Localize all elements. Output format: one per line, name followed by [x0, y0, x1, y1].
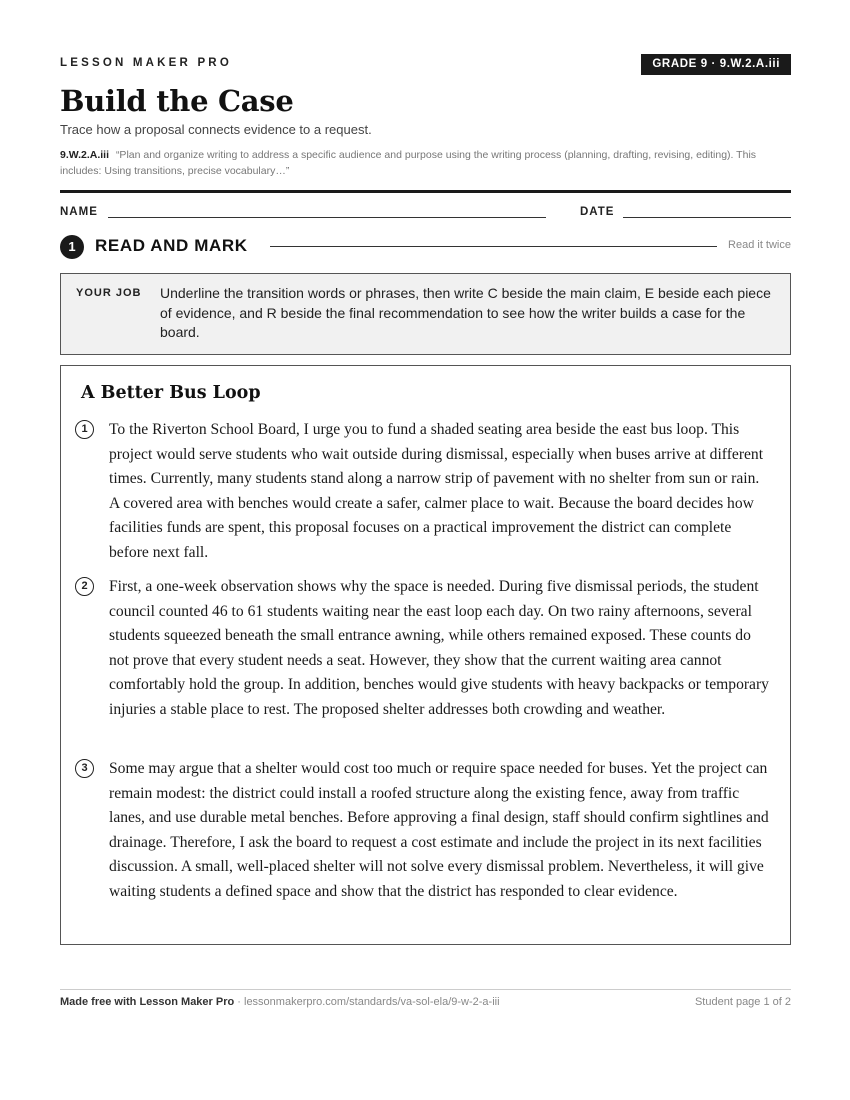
footer-divider — [60, 989, 791, 990]
standard-description — [60, 147, 780, 179]
grade-standard-badge: GRADE 9 · 9.W.2.A.iii — [641, 54, 791, 75]
page-title: Build the Case — [60, 84, 294, 118]
reading-passage — [60, 365, 791, 945]
paragraph-number-1: 1 — [75, 420, 94, 439]
section-header — [60, 234, 791, 258]
paragraph-number-2: 2 — [75, 577, 94, 596]
student-info-fields — [60, 205, 791, 221]
name-label: NAME — [60, 206, 98, 218]
instructions-text: Underline the transition words or phrases, then write C beside the main claim, E beside each piece of evidence, and R beside the final recommendation to see how the writer builds a case for the board. — [160, 285, 771, 340]
page-footer — [60, 996, 791, 1008]
section-note: Read it twice — [728, 239, 791, 251]
paragraph-number-3: 3 — [75, 759, 94, 778]
instructions-box — [60, 273, 791, 355]
section-rule — [270, 246, 717, 247]
name-field[interactable] — [108, 217, 546, 218]
footer-credit: Made free with Lesson Maker Pro — [60, 996, 235, 1008]
instructions-label: YOUR JOB — [76, 287, 142, 299]
date-label: DATE — [580, 206, 615, 218]
section-title: READ AND MARK — [95, 236, 248, 255]
brand-name: LESSON MAKER PRO — [60, 57, 232, 69]
passage-title: A Better Bus Loop — [81, 383, 261, 403]
page-subtitle: Trace how a proposal connects evidence to a request. — [60, 122, 372, 137]
page-number: Student page 1 of 2 — [694, 996, 791, 1008]
footer-link[interactable]: · lessonmakerpro.com/standards/va-sol-ela/9-w-2-a-iii — [234, 996, 500, 1008]
date-field[interactable] — [623, 217, 791, 218]
paragraph-text-3: Some may argue that a shelter would cost too much or require space needed for buses. Yet the project can remain modest: the district could install a roofed structure along the existing fence, away from traffic lanes, and use durable metal benches. Before approving a final design, staff should confirm sightlines and drainage. Therefore, I ask the board to request a cost estimate and include the project in its next facilities discussion. A small, well-placed shelter will not solve every dismissal problem. Nevertheless, it will give waiting students a defined space and show that the district has responded to clear evidence. — [109, 760, 769, 900]
standard-text: “Plan and organize writing to address a specific audience and purpose using the writing process (planning, drafting, revising, editing). This includes: Using transitions, precise vocabulary…” — [60, 149, 757, 177]
top-bar — [60, 54, 791, 78]
paragraph-text-2: First, a one-week observation shows why the space is needed. During five dismissal periods, the student council counted 46 to 61 students waiting near the east loop each day. On two rainy afternoons, several students squeezed beneath the small entrance awning, while others remained exposed. These counts do not prove that every student needs a seat. However, they show that the current waiting area cannot comfortably hold the group. In addition, benches would give students with heavy backpacks or temporary injuries a stable place to rest. The proposed shelter addresses both crowding and weather. — [109, 578, 769, 718]
header-divider — [60, 190, 791, 193]
section-number-badge: 1 — [60, 235, 84, 259]
paragraph-text-1: To the Riverton School Board, I urge you to fund a shaded seating area beside the east bus loop. This project would serve students who wait outside during dismissal, especially when buses arrive at different times. Currently, many students stand along a narrow strip of pavement with no shelter from sun or rain. A covered area with benches would create a safer, calmer place to wait. Because the board decides how facilities funds are spent, this proposal focuses on a practical improvement the district can complete before next fall. — [109, 421, 764, 561]
standard-code: 9.W.2.A.iii — [60, 149, 110, 161]
